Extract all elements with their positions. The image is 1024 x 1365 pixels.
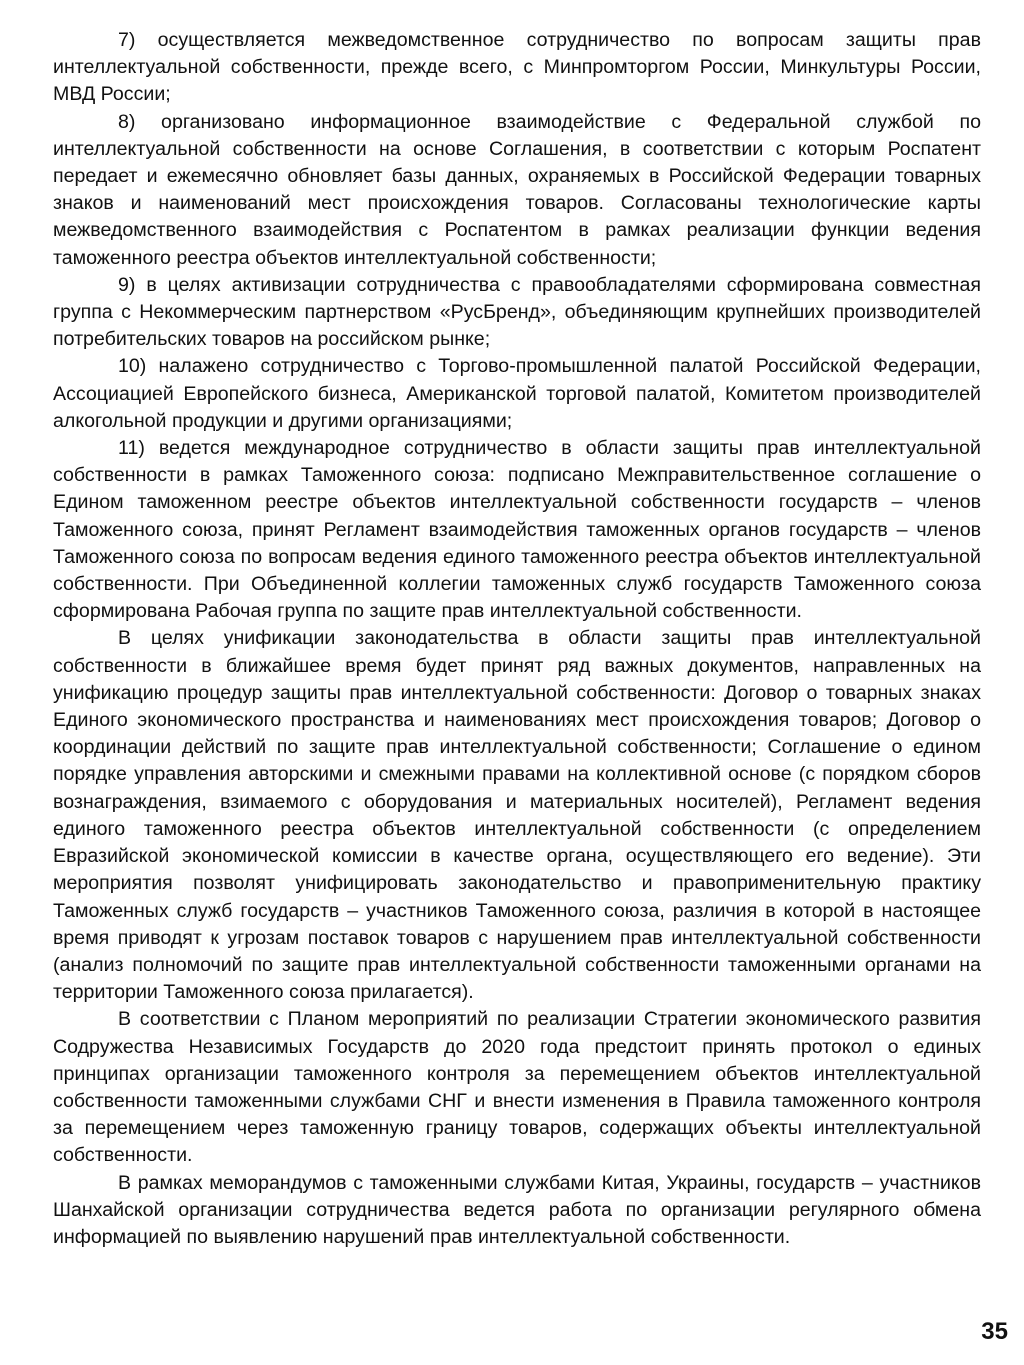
paragraph-item-10: 10) налажено сотрудничество с Торгово-промышленной палатой Российской Федерации, Ассоциацией Европейского бизнеса, Американской торговой палатой, Комитетом производителей алкогольной продукции и другими организациями; bbox=[53, 355, 981, 432]
page-number: 35 bbox=[981, 1318, 1008, 1345]
paragraph-unification: В целях унификации законодательства в области защиты прав интеллектуальной собственности в ближайшее время будет принят ряд важных документов, направленных на унификацию процедур защиты прав интеллектуальной собственности: Договор о товарных знаках Единого экономического пространства и наименованиях мест происхождения товаров; Договор о координации действий по защите прав интеллектуальной собственности; Соглашение о едином порядке управления авторскими и смежными правами на коллективной основе (с порядком сборов вознаграждения, взимаемого с оборудования и материальных носителей), Регламент ведения единого таможенного реестра объектов интеллектуальной собственности (с определением Евразийской экономической комиссии в качестве органа, осуществляющего его ведение). Эти мероприятия позволят унифицировать законодательство и правоприменительную практику Таможенных служб государств – участников Таможенного союза, различия в которой в настоящее время приводят к угрозам поставок товаров с нарушением прав интеллектуальной собственности (анализ полномочий по защите прав интеллектуальной собственности таможенными органами на территории Таможенного союза прилагается). bbox=[53, 627, 981, 1004]
paragraph-item-11: 11) ведется международное сотрудничество в области защиты прав интеллектуальной собственности в рамках Таможенного союза: подписано Межправительственное соглашение о Едином таможенном реестре объектов интеллектуальной собственности государств – членов Таможенного союза, принят Регламент взаимодействия таможенных органов государств – членов Таможенного союза по вопросам ведения единого таможенного реестра объектов интеллектуальной собственности. При Объединенной коллегии таможенных служб государств Таможенного союза сформирована Рабочая группа по защите прав интеллектуальной собственности. bbox=[53, 437, 981, 623]
paragraph-cis-strategy: В соответствии с Планом мероприятий по реализации Стратегии экономического развития Содружества Независимых Государств до 2020 года предстоит принять протокол о единых принципах организации таможенного контроля за перемещением объектов интеллектуальной собственности таможенными службами СНГ и внести изменения в Правила таможенного контроля за перемещением через таможенную границу товаров, содержащих объекты интеллектуальной собственности. bbox=[53, 1008, 981, 1167]
paragraph-item-7: 7) осуществляется межведомственное сотрудничество по вопросам защиты прав интеллектуальной собственности, прежде всего, с Минпромторгом России, Минкультуры России, МВД России; bbox=[53, 29, 981, 106]
paragraph-memoranda: В рамках меморандумов с таможенными службами Китая, Украины, государств – участников Шанхайской организации сотрудничества ведется работа по организации регулярного обмена информацией по выявлению нарушений прав интеллектуальной собственности. bbox=[53, 1171, 981, 1248]
document-body bbox=[53, 27, 981, 1251]
paragraph-item-8: 8) организовано информационное взаимодействие с Федеральной службой по интеллектуальной собственности на основе Соглашения, в соответствии с которым Роспатент передает и ежемесячно обновляет базы данных, охраняемых в Российской Федерации товарных знаков и наименований мест происхождения товаров. Согласованы технологические карты межведомственного взаимодействия с Роспатентом в рамках реализации функции ведения таможенного реестра объектов интеллектуальной собственности; bbox=[53, 110, 981, 269]
paragraph-item-9: 9) в целях активизации сотрудничества с правообладателями сформирована совместная группа с Некоммерческим партнерством «РусБренд», объединяющим крупнейших производителей потребительских товаров на российском рынке; bbox=[53, 273, 981, 351]
